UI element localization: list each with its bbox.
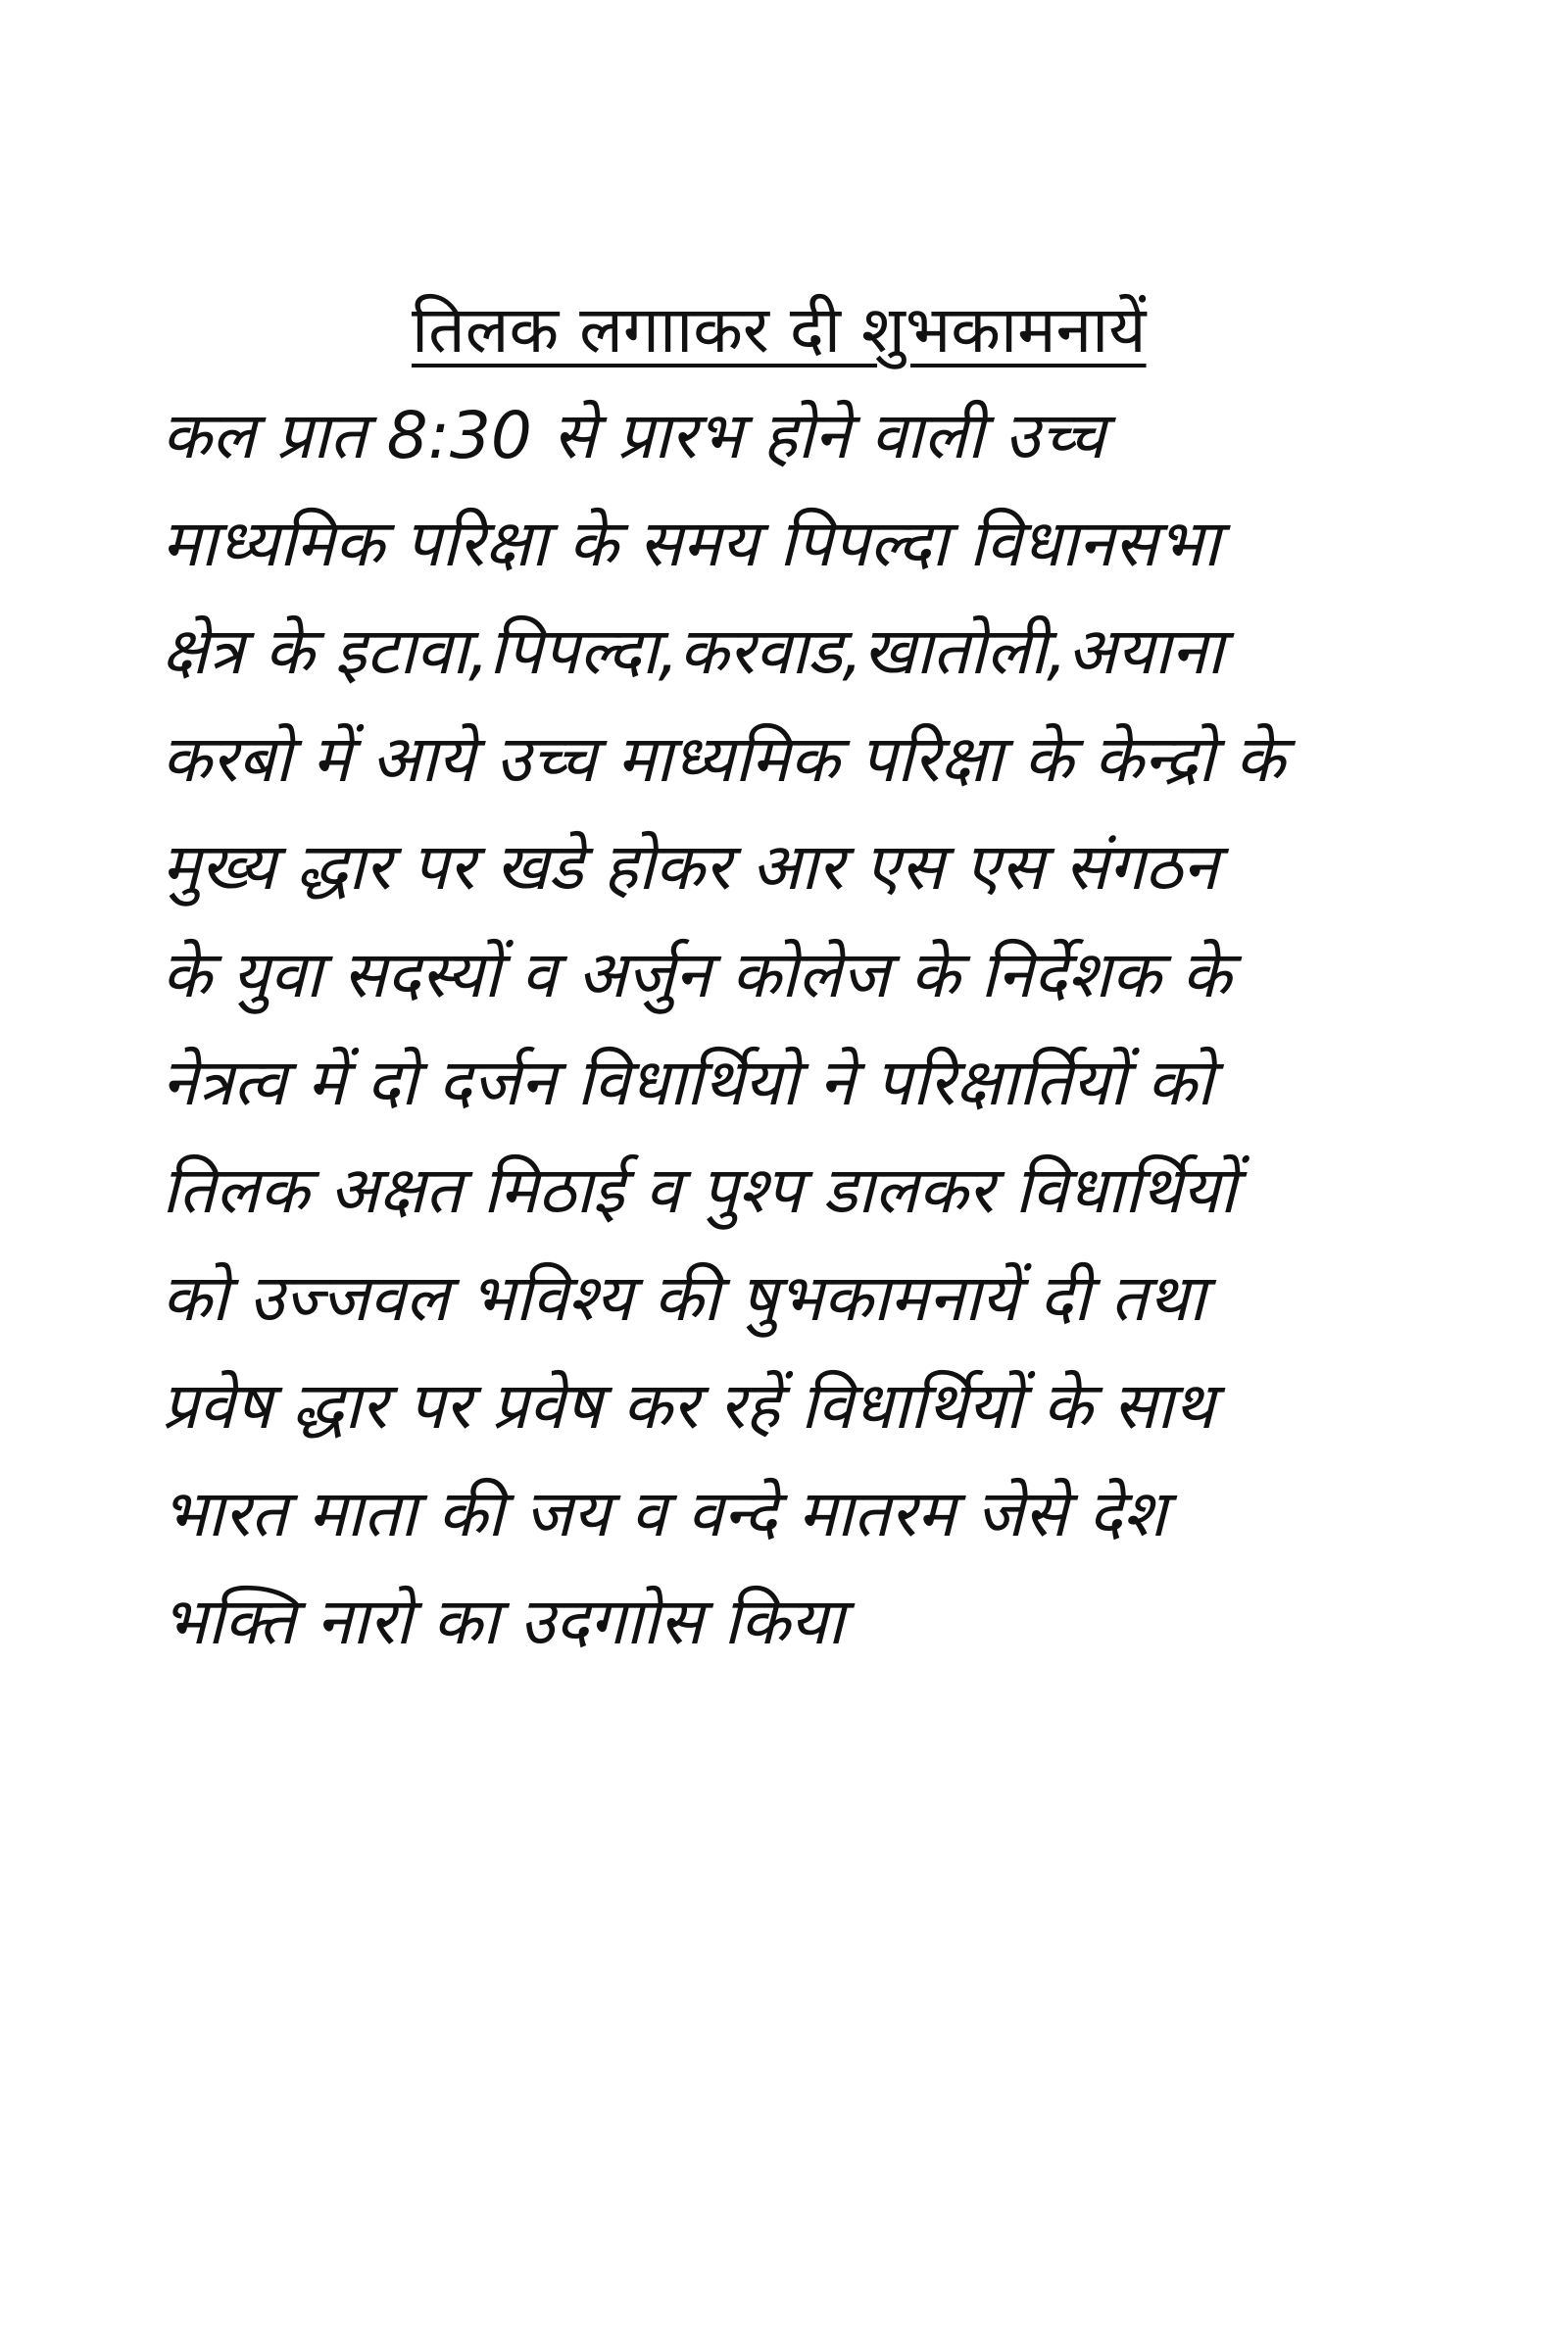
text-line-1: कल प्रात 8:30 से प्रारभ होने वाली उच्च	[162, 398, 1105, 473]
text-line-4: करबो में आये उच्च माध्यमिक परिक्षा के केन्द्रो के	[162, 721, 1285, 797]
text-line-7: नेत्रत्व में दो दर्जन विधार्थियो ने परिक्षार्तियों को	[162, 1045, 1213, 1120]
text-line-12: भक्ति नारो का उदगाोस किया	[162, 1584, 845, 1659]
text-line-10: प्रवेष द्धार पर प्रवेष कर रहें विधार्थियों के साथ	[162, 1368, 1215, 1444]
page-title: तिलक लगााकर दी शुभकामनायें	[412, 292, 1147, 368]
text-line-9: को उज्जवल भविश्य की षुभकामनायें दी तथा	[162, 1260, 1206, 1336]
text-line-11: भारत माता की जय व वन्दे मातरम जेसे देश	[162, 1476, 1167, 1551]
text-line-3: क्षेत्र के इटावा,पिपल्दा,करवाड,खातोली,अयाना	[162, 613, 1224, 689]
body-paragraph	[162, 382, 1494, 1676]
text-line-6: के युवा सदस्यों व अर्जुन कोलेज के निर्देशक के	[162, 937, 1232, 1012]
text-line-5: मुख्य द्धार पर खडे होकर आर एस एस संगठन	[162, 829, 1219, 905]
text-line-2: माध्यमिक परिक्षा के समय पिपल्दा विधानसभा	[162, 506, 1220, 581]
text-line-8: तिलक अक्षत मिठाई व पुश्प डालकर विधार्थियों	[162, 1152, 1237, 1228]
